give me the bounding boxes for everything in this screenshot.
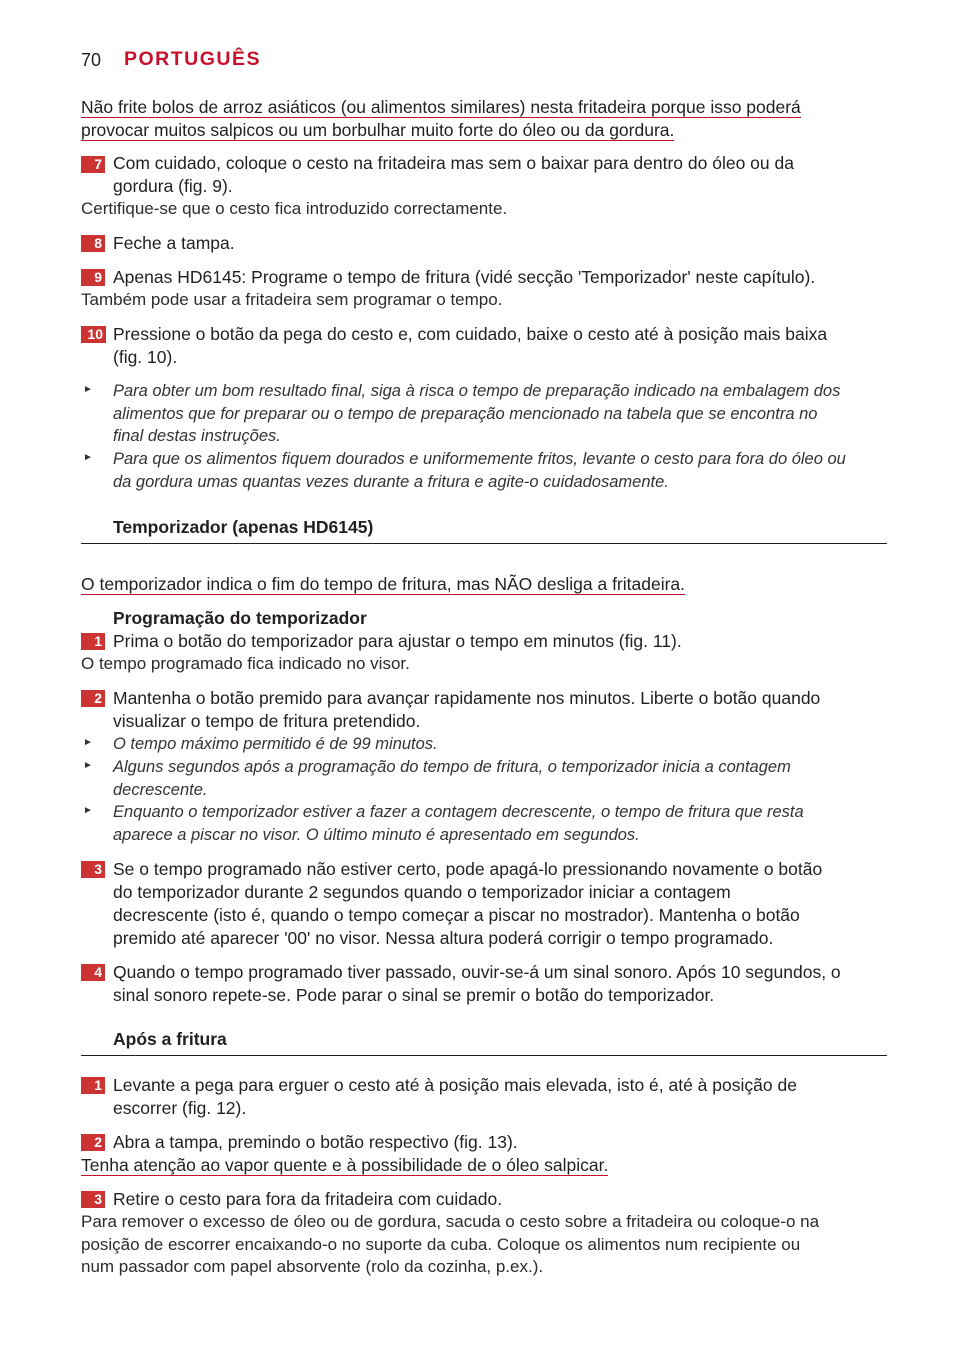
step-text: Feche a tampa.	[113, 233, 235, 253]
step-line: visualizar o tempo de fritura pretendido.	[113, 711, 421, 731]
warning-line: O temporizador indica o fim do tempo de fritura, mas NÃO desliga a fritadeira.	[81, 574, 686, 594]
step-number-badge: 9	[81, 269, 105, 286]
step-line: gordura (fig. 9).	[113, 176, 233, 196]
tip-line: Enquanto o temporizador estiver a fazer a contagem decrescente, o tempo de fritura que resta	[113, 803, 804, 821]
step-text: Prima o botão do temporizador para ajustar o tempo em minutos (fig. 11).	[113, 631, 682, 651]
tip-line: Alguns segundos após a programação do tempo de fritura, o temporizador inicia a contagem	[113, 758, 791, 776]
step-line: decrescente (isto é, quando o tempo começar a piscar no mostrador). Mantenha o botão	[113, 905, 800, 925]
subsection-title: Programação do temporizador	[113, 608, 367, 628]
step-line: premido até aparecer '00' no visor. Nessa altura poderá corrigir o tempo programado.	[113, 928, 774, 948]
tip-line: Para que os alimentos fiquem dourados e uniformemente fritos, levante o cesto para fora do óleo ou	[113, 450, 846, 468]
tip-text	[113, 380, 888, 448]
note-line: num passador com papel absorvente (rolo da cozinha, p.ex.).	[81, 1257, 544, 1276]
step-number-badge: 1	[81, 633, 105, 650]
note-line: posição de escorrer encaixando-o no suporte da cuba. Coloque os alimentos num recipiente ou	[81, 1234, 801, 1254]
step-number-badge: 7	[81, 156, 105, 173]
step-note: Também pode usar a fritadeira sem programar o tempo.	[81, 290, 503, 309]
step-line: do temporizador durante 2 segundos quando o temporizador iniciar a contagem	[113, 882, 731, 902]
step-text	[113, 323, 888, 369]
bullet-icon: ►	[83, 805, 93, 816]
step-text: Apenas HD6145: Programe o tempo de fritura (vidé secção 'Temporizador' neste capítulo).	[113, 267, 816, 287]
tip-text	[113, 801, 888, 846]
warning-line: Tenha atenção ao vapor quente e à possibilidade de o óleo salpicar.	[81, 1155, 609, 1175]
step-line: sinal sonoro repete-se. Pode parar o sinal se premir o botão do temporizador.	[113, 985, 715, 1005]
step-line: (fig. 10).	[113, 347, 178, 367]
tip-text	[113, 756, 888, 801]
step-text	[113, 1074, 888, 1120]
step-number-badge: 8	[81, 235, 105, 252]
step-number-badge: 3	[81, 1191, 105, 1208]
tip-line: final destas instruções.	[113, 427, 281, 445]
warning-line: Não frite bolos de arroz asiáticos (ou alimentos similares) nesta fritadeira porque isso poderá	[81, 97, 801, 117]
note-line: Para remover o excesso de óleo ou de gordura, sacuda o cesto sobre a fritadeira ou coloque-o na	[81, 1212, 820, 1231]
bullet-icon: ►	[83, 384, 93, 395]
step-number-badge: 1	[81, 1077, 105, 1094]
step-text	[113, 961, 888, 1007]
step-note: O tempo programado fica indicado no visor.	[81, 654, 410, 673]
step-text: Abra a tampa, premindo o botão respectivo (fig. 13).	[113, 1132, 518, 1152]
step-text	[113, 858, 888, 950]
step-line: Pressione o botão da pega do cesto e, com cuidado, baixe o cesto até à posição mais baixa	[113, 324, 828, 344]
warning-line: provocar muitos salpicos ou um borbulhar muito forte do óleo ou da gordura.	[81, 120, 675, 140]
step-line: Mantenha o botão premido para avançar rapidamente nos minutos. Liberte o botão quando	[113, 688, 821, 708]
step-text: Retire o cesto para fora da fritadeira com cuidado.	[113, 1189, 503, 1209]
step-text	[113, 152, 888, 198]
section-title-after-frying: Após a fritura	[113, 1029, 227, 1049]
step-line: Se o tempo programado não estiver certo, pode apagá-lo pressionando novamente o botão	[113, 859, 823, 879]
step-line: Quando o tempo programado tiver passado, ouvir-se-á um sinal sonoro. Após 10 segundos, o	[113, 962, 841, 982]
step-number-badge: 2	[81, 690, 105, 707]
tip-line: da gordura umas quantas vezes durante a fritura e agite-o cuidadosamente.	[113, 472, 669, 491]
section-title-timer: Temporizador (apenas HD6145)	[113, 517, 374, 537]
tip-text	[113, 448, 888, 493]
step-line: escorrer (fig. 12).	[113, 1098, 247, 1118]
bullet-icon: ►	[83, 452, 93, 463]
bullet-icon: ►	[83, 737, 93, 748]
step-number-badge: 2	[81, 1134, 105, 1151]
tip-line: aparece a piscar no visor. O último minuto é apresentado em segundos.	[113, 825, 640, 844]
step-number-badge: 4	[81, 964, 105, 981]
step-line: Com cuidado, coloque o cesto na fritadeira mas sem o baixar para dentro do óleo ou da	[113, 153, 794, 173]
step-note	[81, 1211, 881, 1279]
tip-line: decrescente.	[113, 780, 208, 799]
step-number-badge: 10	[81, 326, 106, 343]
tip-text: O tempo máximo permitido é de 99 minutos.	[113, 735, 438, 753]
tip-line: Para obter um bom resultado final, siga à risca o tempo de preparação indicado na embalagem dos	[113, 382, 841, 400]
section-divider	[81, 1055, 887, 1056]
step-text	[113, 687, 888, 733]
timer-warning	[81, 573, 685, 596]
page-number: 70	[81, 50, 102, 70]
intro-warning	[81, 96, 891, 142]
step-note: Certifique-se que o cesto fica introduzido correctamente.	[81, 199, 508, 218]
bullet-icon: ►	[83, 760, 93, 771]
step-line: Levante a pega para erguer o cesto até à posição mais elevada, isto é, até à posição de	[113, 1075, 797, 1095]
language-heading: PORTUGUÊS	[124, 48, 262, 70]
after-warning	[81, 1154, 608, 1177]
section-divider	[81, 543, 887, 544]
step-number-badge: 3	[81, 861, 105, 878]
tip-line: alimentos que for preparar ou o tempo de preparação mencionado na tabela que se encontra no	[113, 404, 818, 423]
